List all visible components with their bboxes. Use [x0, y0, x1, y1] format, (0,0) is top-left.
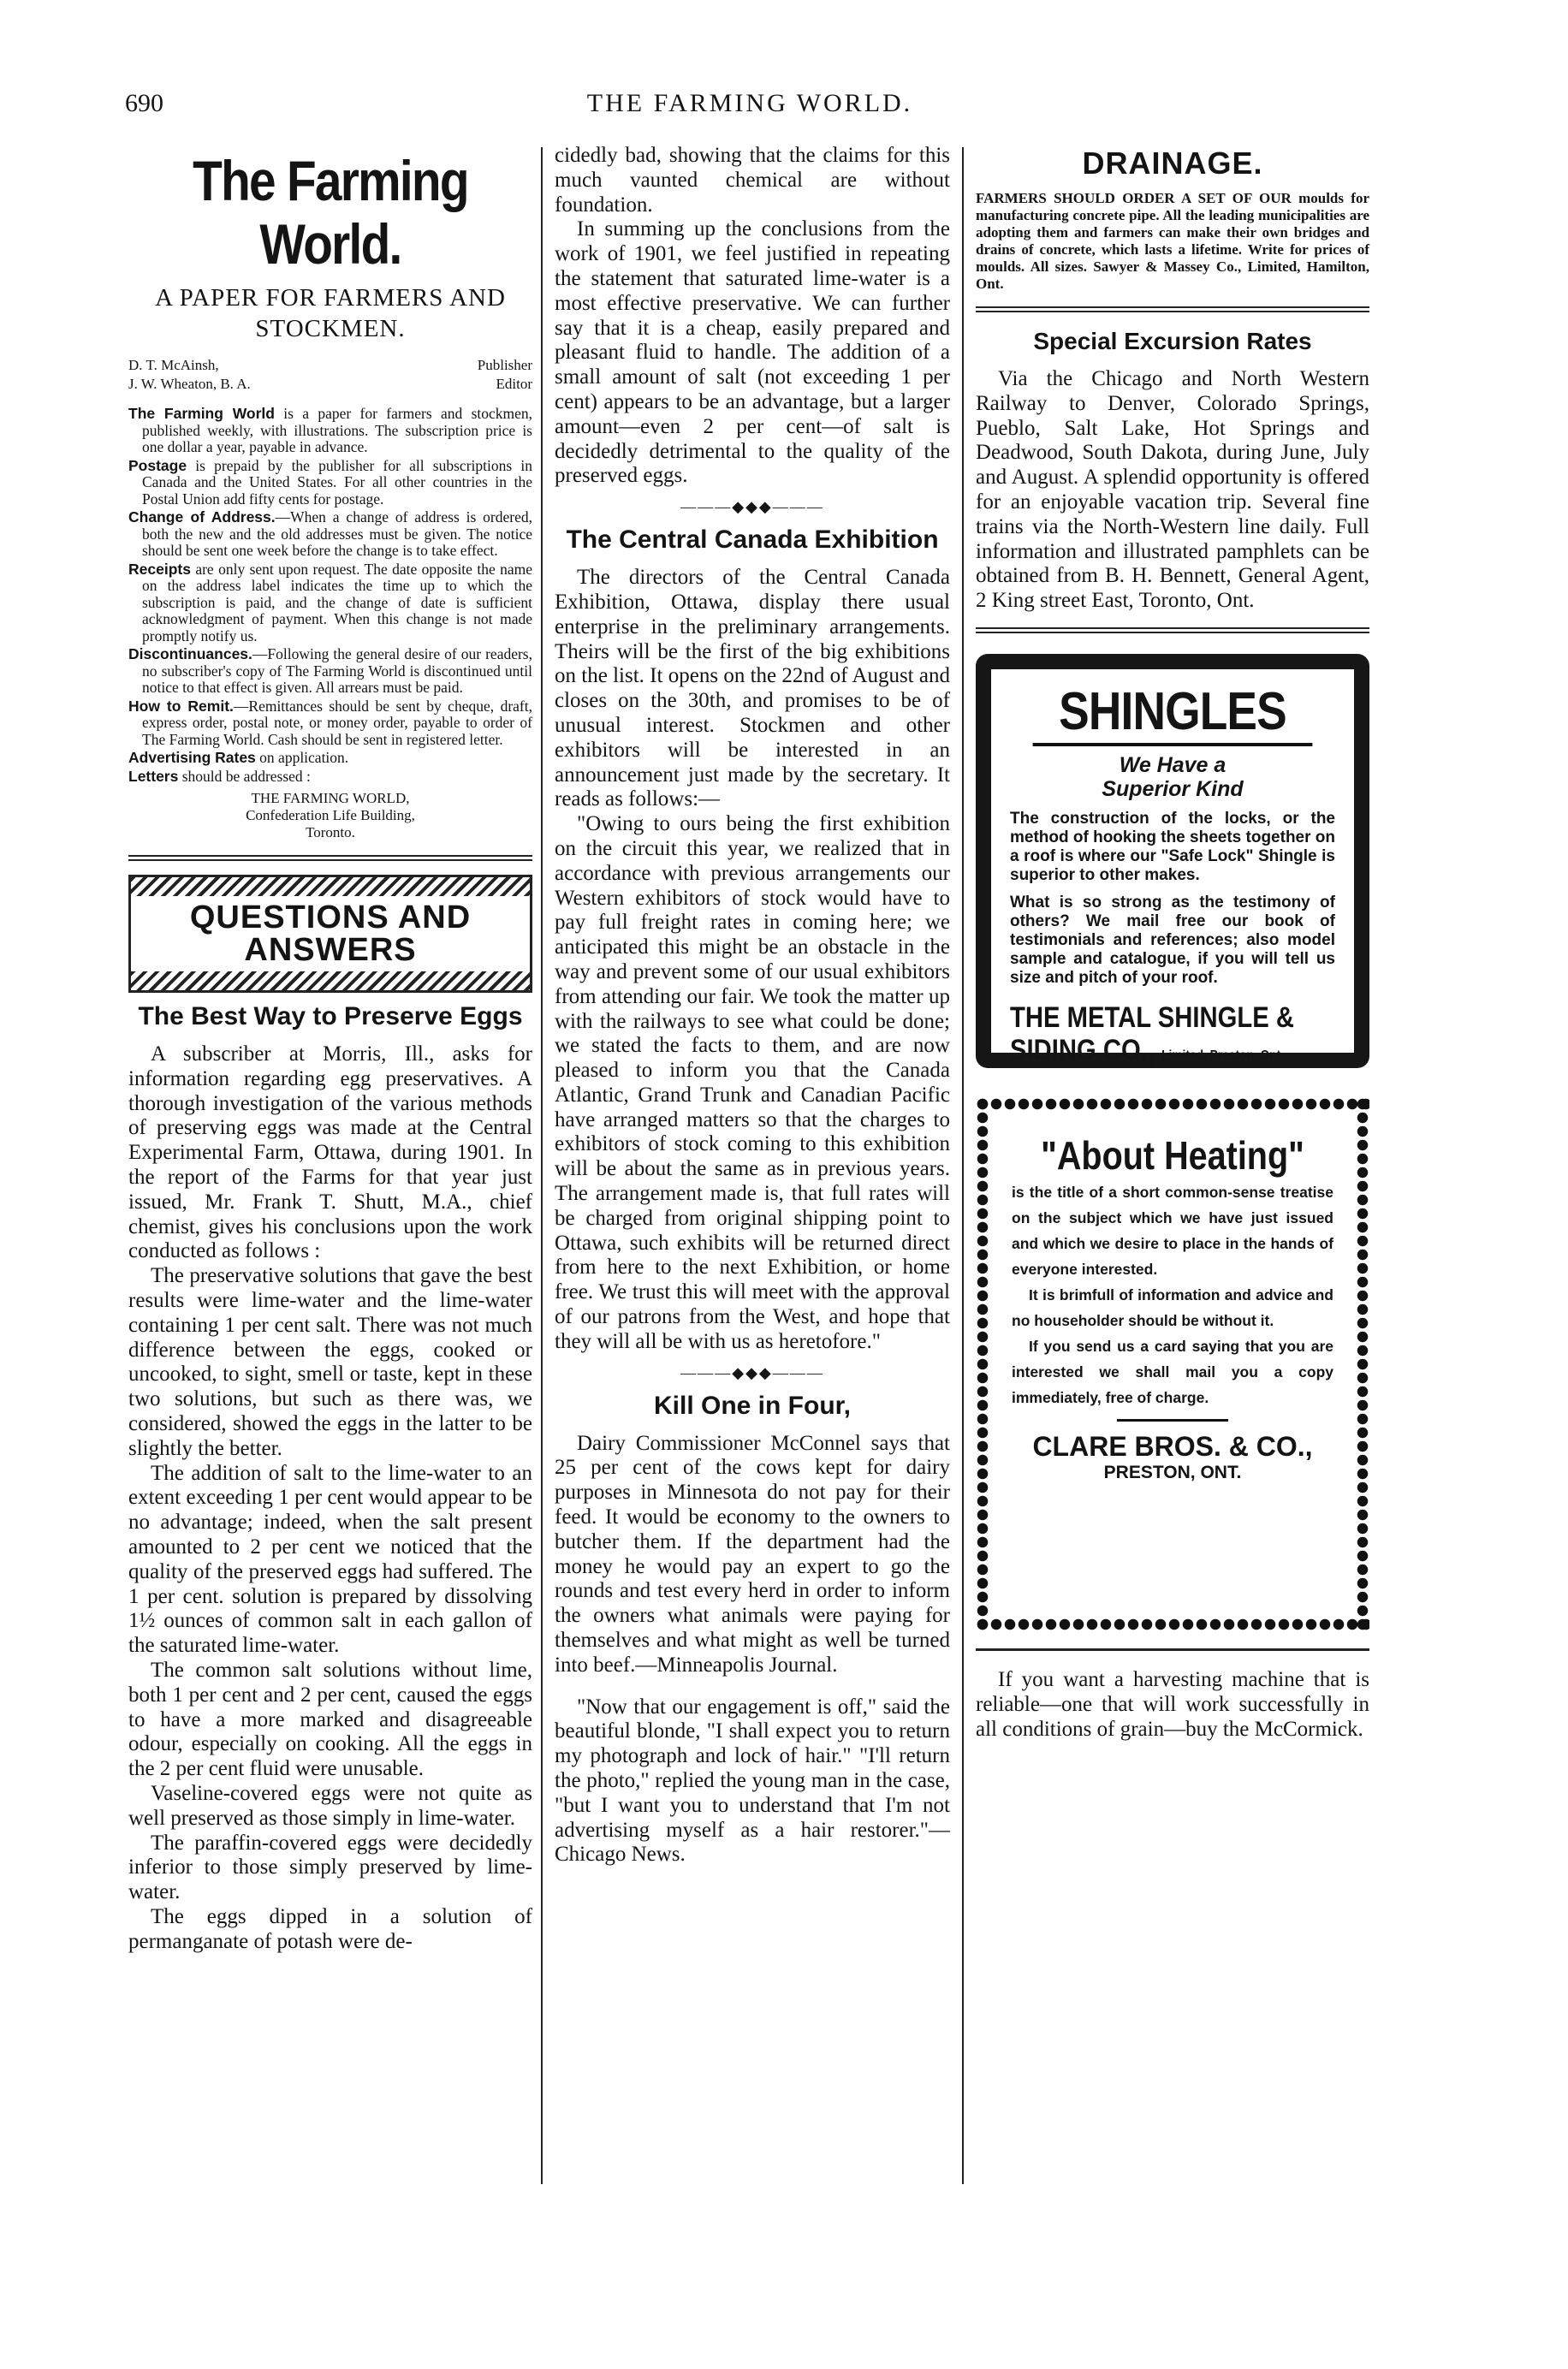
page-number: 690 — [125, 89, 163, 117]
article-paragraph: The preservative solutions that gave the best results were lime-water and the lime-water containing 1 per cent salt. There was not much difference between the eggs, cooked or uncooked, to sight, smell or taste, kept in these two solutions, but such as there was, we considered, showed the eggs in the latter to be slightly the better. — [128, 1264, 532, 1460]
article-paragraph: cidedly bad, showing that the claims for this much vaunted chemical are without foundation. — [555, 144, 950, 217]
article-paragraph: The addition of salt to the lime-water to an extent exceeding 1 per cent would appear to be no advantage; indeed, when the salt present amounted to 2 per cent we noticed that the quality of the preserved eggs had suffered. The 1 per cent. solution is prepared by dissolving 1½ ounces of common salt in each gallon of the saturated lime-water. — [128, 1461, 532, 1658]
notice — [128, 769, 532, 786]
article-paragraph: The directors of the Central Canada Exhibition, Ottawa, display there usual enterprise in the preliminary arrangements. Theirs will be the first of the big exhibitions on the list. It opens on the 22nd of August and closes on the 30th, and promises to be of unusual interest. Stockmen and other exhibitors will be interested in an announcement just made by the secretary. It reads as follows:— — [555, 566, 950, 811]
joke-paragraph: "Now that our engagement is off," said the beautiful blonde, "I shall expect you to return my photograph and lock of hair." "I'll return the photo," replied the young man in the case, "but I want you to understand that I'm not advertising myself as a hair restorer."—Chicago News. — [555, 1695, 950, 1867]
ornamental-border — [131, 877, 530, 896]
notice-label: Postage — [128, 456, 187, 474]
heating-company: CLARE BROS. & CO., — [1032, 1430, 1313, 1462]
dotted-border — [1356, 1097, 1369, 1631]
drainage-ad-title: DRAINAGE. — [1082, 145, 1263, 181]
address-line: THE FARMING WORLD, — [251, 790, 410, 806]
qa-title-line: QUESTIONS AND — [189, 900, 472, 935]
address-line: Toronto. — [306, 824, 355, 840]
divider — [1117, 1419, 1228, 1422]
heating-ad-content — [1012, 1131, 1333, 1483]
shingles-subtitle-line: Superior Kind — [1102, 776, 1244, 801]
notice-label: The Farming World — [128, 405, 275, 422]
shingles-title: SHINGLES — [1033, 681, 1313, 746]
notice-text: —Following the general desire of our readers, no subscriber's copy of The Farming World is discontinued until notice to that effect is given. All arrears must be paid. — [142, 645, 532, 696]
company-location: Limited, Preston, Ont. — [1161, 1048, 1285, 1063]
excursion-heading: Special Excursion Rates — [1033, 328, 1312, 354]
notice — [128, 458, 532, 508]
ornament-divider: ———◆◆◆——— — [680, 1363, 824, 1381]
notice-text: are only sent upon request. The date opposite the name on the address label indicates the time up to which the subscription is paid, and the change of date is sufficient acknowledgment of payment. When this change is not made promptly notify us. — [142, 560, 532, 644]
notice-text: is prepaid by the publisher for all subscriptions in Canada and the United States. For all other countries in the Postal Union add fifty cents for postage. — [142, 456, 532, 508]
qa-title-line: ANSWERS — [244, 932, 417, 968]
notice-text: is a paper for farmers and stockmen, published weekly, with illustrations. The subscription price is one dollar a year, payable in advance. — [142, 405, 533, 455]
column-1 — [128, 144, 532, 1954]
publisher-role: Publisher — [477, 357, 532, 373]
company-name: SIDING CO., — [1010, 1033, 1155, 1066]
company-line — [1010, 1034, 1290, 1072]
publisher-name: D. T. McAinsh, — [128, 357, 219, 373]
notice — [128, 750, 532, 767]
masthead-subtitle: A PAPER FOR FARMERS AND STOCKMEN. — [155, 284, 506, 342]
heating-text: If you send us a card saying that you are interested we shall mail you a copy immediately, free of charge. — [1012, 1337, 1333, 1406]
notice — [128, 509, 532, 560]
running-title: THE FARMING WORLD. — [586, 89, 913, 117]
notice — [128, 561, 532, 645]
divider — [976, 627, 1369, 633]
column-rule-2 — [962, 147, 964, 2184]
editor-role: Editor — [496, 376, 532, 392]
publisher-row — [128, 356, 532, 375]
article-heading: Kill One in Four, — [653, 1391, 851, 1420]
heating-text: is the title of a short common-sense treatise on the subject which we have just issued and which we desire to place in the hands of everyone interested. — [1012, 1183, 1333, 1278]
article-heading: The Central Canada Exhibition — [566, 525, 939, 555]
notice-label: How to Remit. — [128, 697, 234, 715]
notice — [128, 406, 532, 456]
column-2 — [555, 144, 950, 1867]
ornamental-border — [131, 971, 530, 990]
article-heading: The Best Way to Preserve Eggs — [138, 1002, 523, 1030]
divider — [976, 1648, 1369, 1651]
dotted-border — [976, 1097, 1369, 1111]
article-paragraph: "Owing to ours being the first exhibition on the circuit this year, we realized that in accordance with previous arrangements our Western exhibitors of stock would have to pay full freight rates in coming here; we anticipated this might be an obstacle in the way and prevent some of our usual exhibitors from attending our fair. We took the matter up with the railways to see what could be done; we stated the facts to them, and are now pleased to inform you that the Canada Atlantic, Grand Trunk and Canadian Pacific have arranged matters so that the charges to exhibitors of stock coming to this exhibition will be about the same as in previous years. The arrangement made is, that full rates will be charged from original shipping point to Ottawa, such exhibits will be returned direct from here to the next Exhibition, or home free. We trust this will meet with the approval of our patrons from the West, and hope that they will all be with us as heretofore." — [555, 812, 950, 1353]
article-paragraph: In summing up the conclusions from the work of 1901, we feel justified in repeating the statement that saturated lime-water is a most effective preservative. We can further say that it is a cheap, easily prepared and pleasant fluid to handle. The addition of a small amount of salt (not exceeding 1 per cent) appears to be an advantage, but a larger amount—even 2 per cent—of salt is decidedly detrimental to the quality of the preserved eggs. — [555, 217, 950, 488]
heating-text: It is brimfull of information and advice and no householder should be without it. — [1012, 1285, 1333, 1329]
article-paragraph: Vaseline-covered eggs were not quite as well preserved as those simply in lime-water. — [128, 1781, 532, 1830]
shingles-text: What is so strong as the testimony of others? We mail free our book of testimonials and references; also model sample and catalogue, if you will tell us size and pitch of your roof. — [1010, 893, 1335, 987]
divider — [976, 306, 1369, 312]
column-3 — [976, 144, 1369, 1742]
divider — [128, 855, 532, 861]
shingles-company — [1010, 1000, 1294, 1072]
article-paragraph: Dairy Commissioner McConnel says that 25 per cent of the cows kept for dairy purposes in Minnesota do not pay for their feed. It would be economy to the owners to butcher them. If the department had the money he would pay an expert to go the rounds and test every herd in order to inform the owners what animals were paying for themselves and what might as well be turned into beef.—Minneapolis Journal. — [555, 1431, 950, 1677]
company-line: THE METAL SHINGLE & — [1010, 1000, 1294, 1034]
column-rule-1 — [541, 147, 543, 2184]
staff-list — [128, 356, 532, 394]
address-line: Confederation Life Building, — [246, 807, 415, 823]
shingles-advertisement — [976, 654, 1369, 1068]
notice-label: Letters — [128, 767, 179, 785]
notice-label: Receipts — [128, 560, 191, 578]
heating-advertisement — [976, 1097, 1369, 1631]
notice-text: —When a change of address is ordered, both the new and the old addresses must be given. The notice should be sent one week before the change is to take effect. — [142, 508, 532, 559]
shingles-subtitle — [1010, 753, 1335, 801]
notice-label: Change of Address. — [128, 508, 276, 525]
notice-label: Advertising Rates — [128, 749, 256, 766]
dotted-border — [976, 1097, 989, 1631]
notice-label: Discontinuances. — [128, 645, 252, 662]
heating-title: "About Heating" — [1041, 1132, 1304, 1178]
article-paragraph: A subscriber at Morris, Ill., asks for information regarding egg preservatives. A thorough investigation of the various methods of preserving eggs was made at the Central Experimental Farm, Ottawa, during 1901. In the report of the Farms for that year just issued, Mr. Frank T. Shutt, M.A., chief chemist, gives his conclusions upon the work conducted as follows : — [128, 1042, 532, 1263]
masthead-title: The Farming World. — [193, 149, 468, 276]
running-head — [125, 89, 1375, 127]
notice — [128, 698, 532, 749]
notice-text: on application. — [255, 749, 349, 766]
editor-row — [128, 375, 532, 394]
drainage-ad-text: FARMERS SHOULD ORDER A SET OF OUR moulds for manufacturing concrete pipe. All the leading municipalities are adopting them and farmers can make their own bridges and drains of concrete, which lasts a lifetime. Write for prices of moulds. All sizes. Sawyer & Massey Co., Limited, Hamilton, Ont. — [976, 190, 1369, 292]
article-paragraph: The paraffin-covered eggs were decidedly inferior to those simply preserved by lime-water. — [128, 1831, 532, 1904]
shingles-subtitle-line: We Have a — [1119, 752, 1226, 777]
mccormick-text: If you want a harvesting machine that is reliable—one that will work successfully in all conditions of grain—buy the McCormick. — [976, 1667, 1369, 1741]
publication-notices — [128, 406, 532, 785]
ornament-divider: ———◆◆◆——— — [680, 498, 824, 516]
questions-answers-banner — [128, 875, 532, 993]
article-paragraph: The common salt solutions without lime, both 1 per cent and 2 per cent, caused the eggs to have a more marked and disagreeable odour, especially on cooking. All the eggs in the 2 per cent fluid were unusable. — [128, 1658, 532, 1781]
shingles-text: The construction of the locks, or the method of hooking the sheets together on a roof is where our "Safe Lock" Shingle is superior to other makes. — [1010, 809, 1335, 884]
dotted-border — [976, 1618, 1369, 1631]
excursion-text: Via the Chicago and North Western Railway to Denver, Colorado Springs, Pueblo, Salt Lake, Hot Springs and Deadwood, South Dakota, during June, July and August. A splendid opportunity is offered for an enjoyable vacation trip. Several fine trains via the North-Western line daily. Full information and illustrated pamphlets can be obtained from B. H. Bennett, General Agent, 2 King street East, Toronto, Ont. — [976, 367, 1369, 613]
notice-text: —Remittances should be sent by cheque, draft, express order, postal note, or money order, payable to order of The Farming World. Cash should be sent in registered letter. — [142, 697, 533, 748]
heating-city: PRESTON, ONT. — [1103, 1462, 1242, 1482]
mailing-address — [128, 790, 532, 841]
qa-banner-title — [131, 896, 530, 971]
notice — [128, 646, 532, 697]
editor-name: J. W. Wheaton, B. A. — [128, 376, 251, 392]
article-paragraph: The eggs dipped in a solution of permanganate of potash were de- — [128, 1904, 532, 1953]
notice-text: should be addressed : — [178, 767, 311, 785]
